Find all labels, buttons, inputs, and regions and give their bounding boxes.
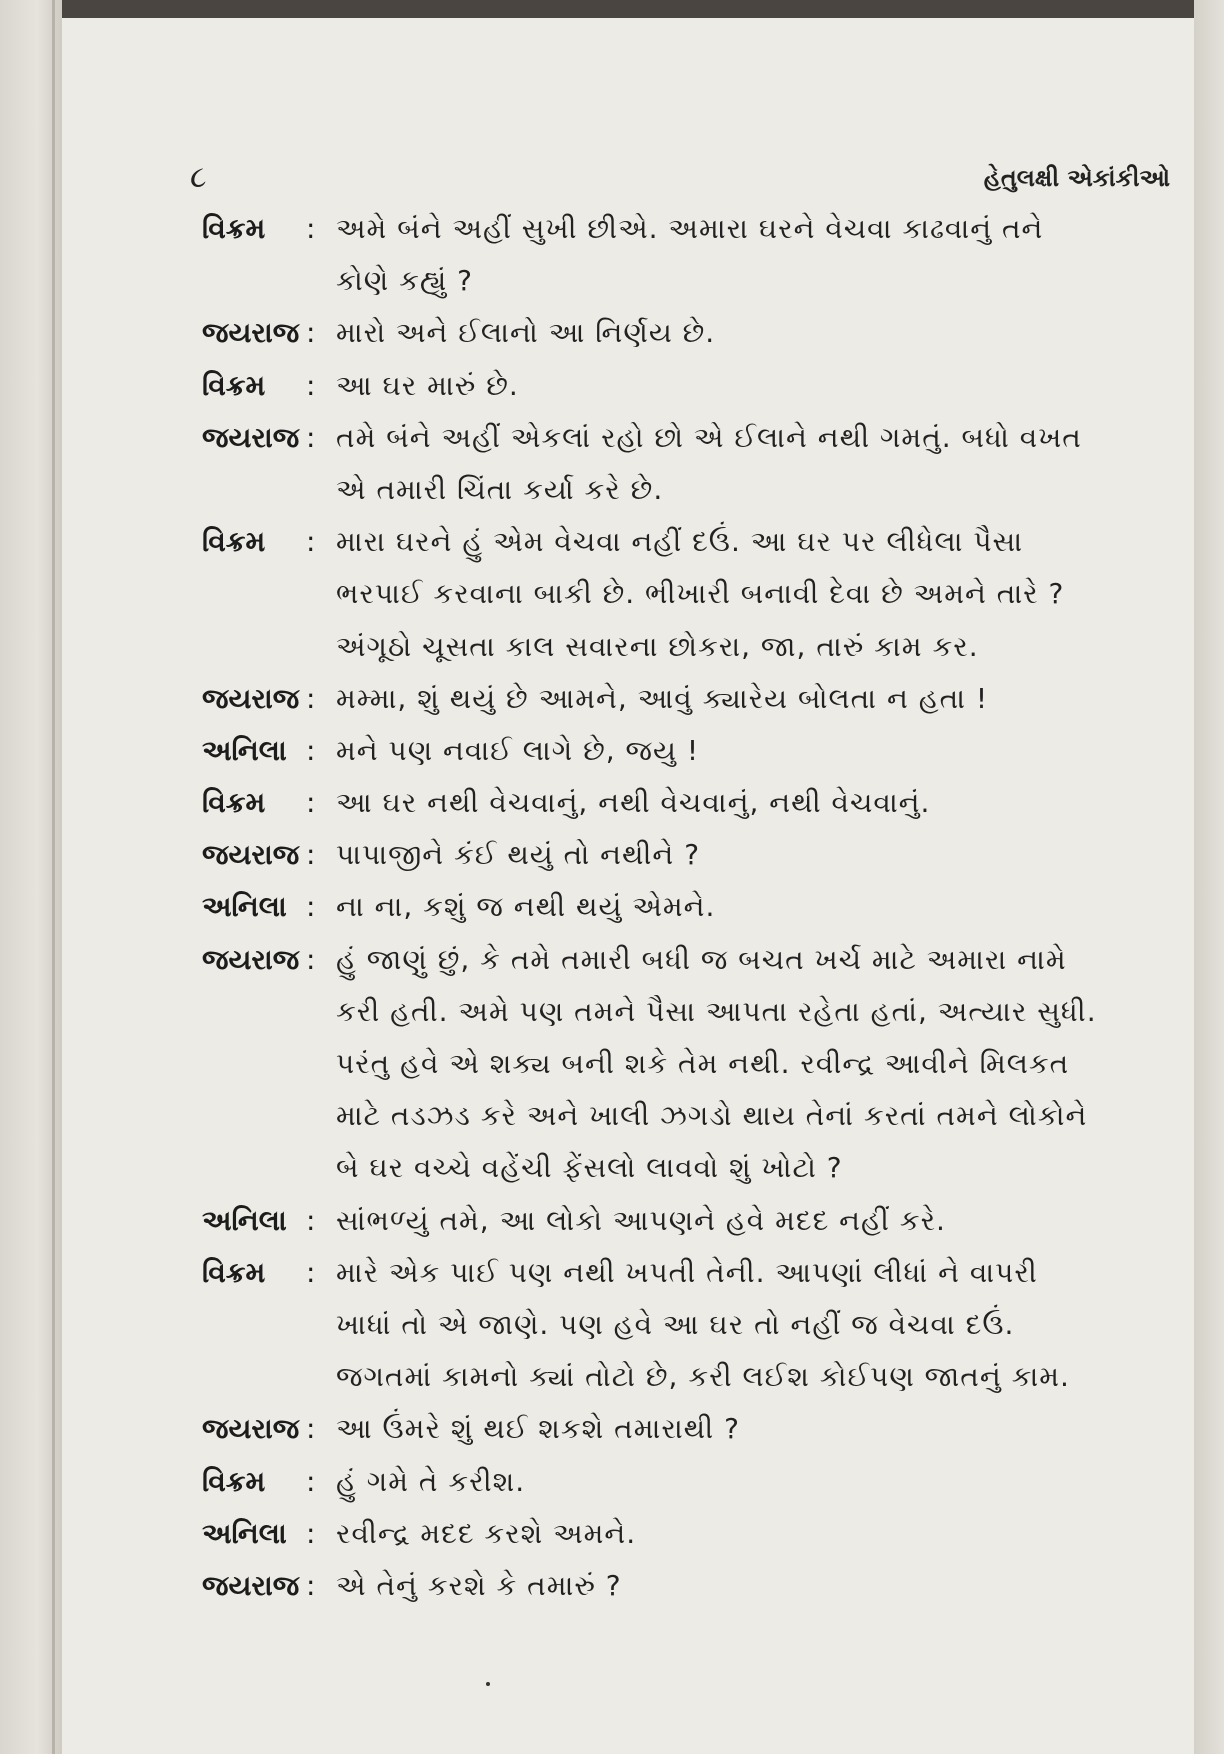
speaker-name: વિક્રમ bbox=[202, 1255, 266, 1289]
speaker-colon: : bbox=[306, 420, 316, 454]
speech-text: મારા ઘરને હું એમ વેચવા નહીં દઉં. આ ઘર પર લીધેલા પૈસા bbox=[336, 525, 1024, 559]
speaker-name: જયરાજ bbox=[202, 838, 300, 872]
speech-text: મમ્મા, શું થયું છે આમને, આવું ક્યારેય બોલતા ન હતા ! bbox=[336, 681, 989, 715]
dialogue-line bbox=[202, 421, 1194, 473]
speaker-name: વિક્રમ bbox=[202, 786, 266, 820]
next-page-edge bbox=[1194, 0, 1224, 1754]
dialogue-line bbox=[202, 369, 1194, 421]
speaker-name: અનિલા bbox=[202, 733, 287, 767]
dialogue-line bbox=[202, 1256, 1194, 1308]
speaker-colon: : bbox=[306, 733, 316, 767]
speaker-colon: : bbox=[306, 368, 316, 402]
speech-text: જગતમાં કામનો ક્યાં તોટો છે, કરી લઈશ કોઈપણ જાતનું કામ. bbox=[336, 1360, 1070, 1394]
speech-text: તમે બંને અહીં એકલાં રહો છો એ ઈલાને નથી ગમતું. બધો વખત bbox=[336, 420, 1082, 454]
speech-text: મારે એક પાઈ પણ નથી ખપતી તેની. આપણાં લીધાં ને વાપરી bbox=[336, 1255, 1038, 1289]
speaker-name: વિક્રમ bbox=[202, 525, 266, 559]
speaker-colon: : bbox=[306, 212, 316, 245]
speech-text: એ તમારી ચિંતા કર્યા કરે છે. bbox=[336, 472, 664, 506]
speech-text: પાપાજીને કંઈ થયું તો નથીને ? bbox=[336, 838, 701, 872]
dialogue-continuation bbox=[202, 473, 1194, 525]
speaker-colon: : bbox=[306, 838, 316, 872]
dialogue-continuation bbox=[202, 1308, 1194, 1360]
speech-text: આ ઘર મારું છે. bbox=[336, 368, 519, 402]
dialogue-line bbox=[202, 1465, 1194, 1517]
speaker-name: અનિલા bbox=[202, 890, 287, 924]
speech-text: ખાધાં તો એ જાણે. પણ હવે આ ઘર તો નહીં જ વેચવા દઉં. bbox=[336, 1307, 1015, 1341]
speaker-colon: : bbox=[306, 1568, 316, 1602]
speech-text: અંગૂઠો ચૂસતા કાલ સવારના છોકરા, જા, તારું કામ કર. bbox=[336, 629, 979, 663]
speaker-colon: : bbox=[306, 1412, 316, 1446]
speech-text: મારો અને ઈલાનો આ નિર્ણય છે. bbox=[336, 316, 716, 350]
dialogue-line bbox=[202, 838, 1194, 890]
page-number: ૮ bbox=[190, 160, 207, 195]
dialogue-body bbox=[62, 212, 1194, 1621]
speech-text: કોણે કહ્યું ? bbox=[336, 264, 473, 298]
speaker-colon: : bbox=[306, 525, 316, 559]
speech-text: મને પણ નવાઈ લાગે છે, જયુ ! bbox=[336, 733, 700, 767]
speaker-colon: : bbox=[306, 786, 316, 820]
speech-text: સાંભળ્યું તમે, આ લોકો આપણને હવે મદદ નહીં કરે. bbox=[336, 1203, 946, 1237]
speaker-colon: : bbox=[306, 890, 316, 924]
speech-text: આ ઉંમરે શું થઈ શકશે તમારાથી ? bbox=[336, 1412, 740, 1446]
dialogue-continuation bbox=[202, 1047, 1194, 1099]
book-page bbox=[62, 18, 1194, 1754]
speech-text: પરંતુ હવે એ શક્ય બની શકે તેમ નથી. રવીન્દ્ર આવીને મિલકત bbox=[336, 1047, 1070, 1080]
speech-text: માટે તડઝડ કરે અને ખાલી ઝગડો થાય તેનાં કરતાં તમને લોકોને bbox=[336, 1099, 1088, 1133]
page-stack-edge bbox=[52, 0, 55, 1754]
speaker-name: જયરાજ bbox=[202, 681, 300, 715]
dialogue-line bbox=[202, 316, 1194, 368]
dialogue-line bbox=[202, 1204, 1194, 1256]
dialogue-continuation bbox=[202, 995, 1194, 1047]
speaker-name: જયરાજ bbox=[202, 316, 300, 350]
book-title: હેતુલક્ષી એકાંકીઓ bbox=[983, 164, 1170, 192]
speech-text: કરી હતી. અમે પણ તમને પૈસા આપતા રહેતા હતાં, અત્યાર સુધી. bbox=[336, 994, 1097, 1028]
speech-text: ભરપાઈ કરવાના બાકી છે. ભીખારી બનાવી દેવા છે અમને તારે ? bbox=[336, 577, 1065, 611]
scan-top-shadow bbox=[0, 0, 1224, 18]
speaker-name: અનિલા bbox=[202, 1203, 287, 1237]
speaker-colon: : bbox=[306, 942, 316, 976]
speech-text: આ ઘર નથી વેચવાનું, નથી વેચવાનું, નથી વેચવાનું. bbox=[336, 786, 931, 820]
speaker-name: જયરાજ bbox=[202, 1412, 300, 1446]
dialogue-continuation bbox=[202, 1151, 1194, 1203]
dialogue-continuation bbox=[202, 264, 1194, 316]
speech-text: બે ઘર વચ્ચે વહેંચી ફેંસલો લાવવો શું ખોટો ? bbox=[336, 1151, 843, 1185]
dialogue-continuation bbox=[202, 1360, 1194, 1412]
speaker-colon: : bbox=[306, 1464, 316, 1498]
speech-text: રવીન્દ્ર મદદ કરશે અમને. bbox=[336, 1516, 637, 1550]
speech-text: હું ગમે તે કરીશ. bbox=[336, 1464, 526, 1498]
speaker-colon: : bbox=[306, 316, 316, 350]
dialogue-continuation bbox=[202, 630, 1194, 682]
running-head bbox=[62, 160, 1194, 200]
speaker-name: જયરાજ bbox=[202, 942, 300, 976]
speech-text: હું જાણું છું, કે તમે તમારી બધી જ બચત ખર્ચ માટે અમારા નામે bbox=[336, 942, 1067, 976]
dialogue-line bbox=[202, 786, 1194, 838]
dialogue-line bbox=[202, 682, 1194, 734]
ink-speck bbox=[486, 1682, 490, 1686]
speaker-name: વિક્રમ bbox=[202, 212, 266, 245]
dialogue-line bbox=[202, 1517, 1194, 1569]
speech-text: ના ના, કશું જ નથી થયું એમને. bbox=[336, 890, 716, 924]
speaker-colon: : bbox=[306, 681, 316, 715]
speaker-colon: : bbox=[306, 1255, 316, 1289]
dialogue-line bbox=[202, 1569, 1194, 1621]
speaker-name: જયરાજ bbox=[202, 1568, 300, 1602]
speaker-name: વિક્રમ bbox=[202, 368, 266, 402]
dialogue-line bbox=[202, 890, 1194, 942]
dialogue-line bbox=[202, 525, 1194, 577]
speaker-name: જયરાજ bbox=[202, 420, 300, 454]
dialogue-continuation bbox=[202, 577, 1194, 629]
dialogue-line bbox=[202, 734, 1194, 786]
speaker-name: વિક્રમ bbox=[202, 1464, 266, 1498]
speaker-colon: : bbox=[306, 1203, 316, 1237]
dialogue-line bbox=[202, 1412, 1194, 1464]
speech-text: એ તેનું કરશે કે તમારું ? bbox=[336, 1568, 622, 1602]
dialogue-line bbox=[202, 943, 1194, 995]
dialogue-line bbox=[202, 212, 1194, 264]
speaker-name: અનિલા bbox=[202, 1516, 287, 1550]
speech-text: અમે બંને અહીં સુખી છીએ. અમારા ઘરને વેચવા કાઢવાનું તને bbox=[336, 212, 1044, 245]
speaker-colon: : bbox=[306, 1516, 316, 1550]
dialogue-continuation bbox=[202, 1099, 1194, 1151]
